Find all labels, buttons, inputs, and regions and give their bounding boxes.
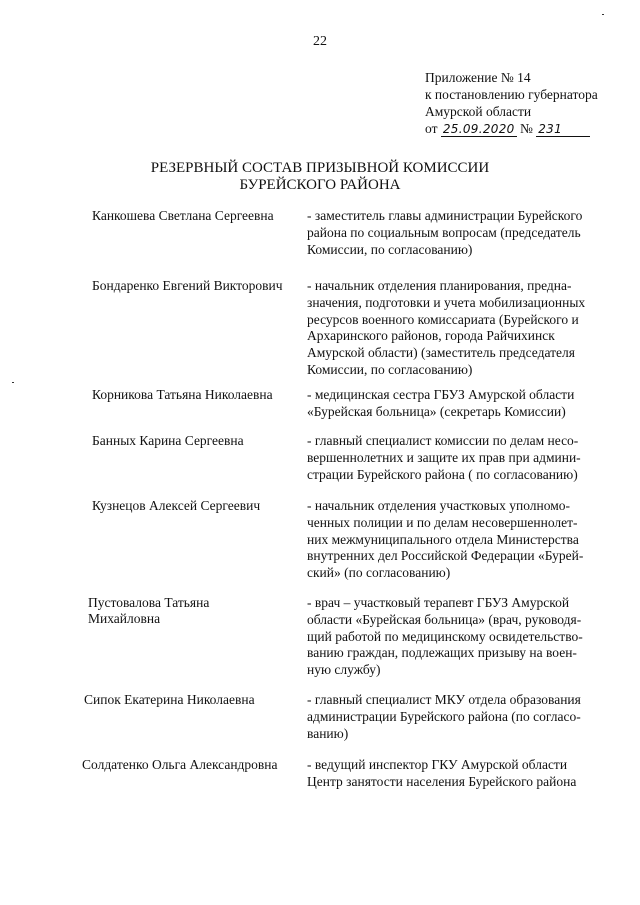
appendix-title: Приложение № 14 — [425, 70, 531, 85]
title-line-2: БУРЕЙСКОГО РАЙОНА — [239, 177, 401, 193]
member-name: Сипок Екатерина Николаевна — [84, 692, 255, 707]
number-prefix: № — [519, 121, 533, 136]
handwritten-date: 25.09.2020 — [442, 122, 515, 136]
member-role: - ведущий инспектор ГКУ Амурской области Центр занятости населения Бурейского района — [307, 757, 577, 789]
member-name: Корникова Татьяна Николаевна — [92, 387, 273, 402]
member-name: Банных Карина Сергеевна — [92, 433, 244, 448]
handwritten-number: 231 — [536, 122, 590, 137]
member-role: - заместитель главы администрации Бурейского района по социальным вопросам (председатель Комиссии, по согласованию) — [307, 208, 583, 257]
page-number: 22 — [313, 34, 327, 49]
scan-mark — [602, 14, 604, 15]
document-title — [0, 160, 640, 194]
member-name: Кузнецов Алексей Сергеевич — [92, 498, 261, 513]
appendix-header — [425, 69, 598, 137]
member-name: Бондаренко Евгений Викторович — [92, 278, 283, 293]
date-prefix: от — [425, 121, 438, 136]
title-line-1: РЕЗЕРВНЫЙ СОСТАВ ПРИЗЫВНОЙ КОМИССИИ — [150, 160, 490, 176]
member-role: - врач – участковый терапевт ГБУЗ Амурской области «Бурейская больница» (врач, руководя- щий работой по медицинскому освидетельство- ванию граждан, подлежащих призыву на воен- ную службу) — [307, 595, 583, 678]
appendix-date-line — [425, 120, 598, 137]
member-role: - главный специалист МКУ отдела образования администрации Бурейского района (по согласо- ванию) — [307, 692, 581, 741]
member-role: - начальник отделения участковых уполномо- ченных полиции и по делам несовершеннолет- них межмуниципального отдела Министерства внутренних дел Российской Федерации «Бурей- ский» (по согласованию) — [307, 498, 584, 581]
member-role: - начальник отделения планирования, предна- значения, подготовки и учета мобилизационных ресурсов военного комиссариата (Бурейского и Архаринского районов, города Райчихинск Амурской области) (заместитель председателя Комиссии, по согласованию) — [307, 278, 586, 377]
scan-mark — [12, 382, 14, 383]
appendix-region: Амурской области — [425, 104, 532, 119]
member-name: Солдатенко Ольга Александровна — [82, 757, 278, 772]
appendix-resolution-ref: к постановлению губернатора — [425, 87, 598, 102]
member-name: Пустовалова Татьяна Михайловна — [88, 595, 210, 626]
member-role: - главный специалист комиссии по делам несо- вершеннолетних и защите их прав при админи- страции Бурейского района ( по согласованию) — [307, 433, 581, 482]
member-name: Канкошева Светлана Сергеевна — [92, 208, 274, 223]
member-role: - медицинская сестра ГБУЗ Амурской области «Бурейская больница» (секретарь Комиссии) — [307, 387, 575, 419]
